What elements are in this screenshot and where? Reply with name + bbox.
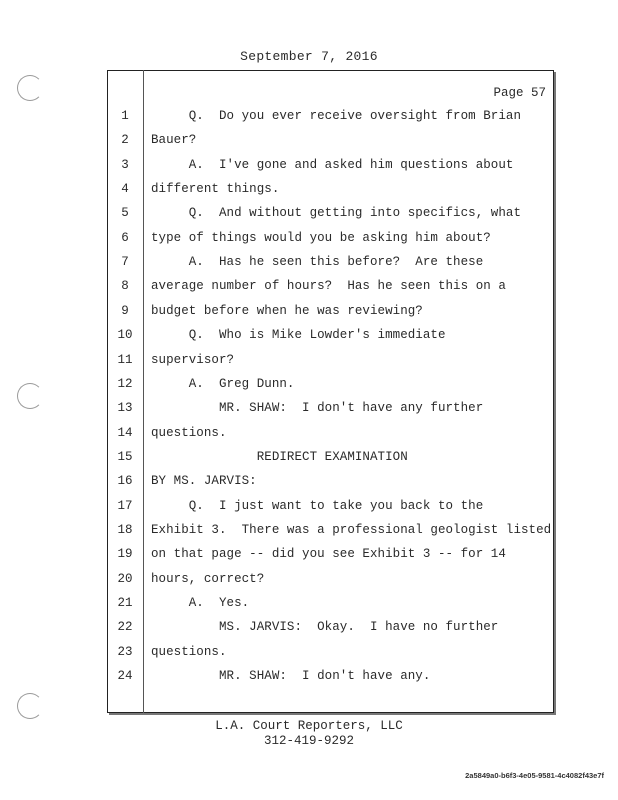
line-number: 13 (117, 401, 133, 416)
line-text: questions. (151, 644, 227, 659)
line-number: 10 (117, 328, 133, 343)
line-text: BY MS. JARVIS: (151, 474, 257, 489)
deposition-date: September 7, 2016 (240, 49, 378, 64)
line-text: Q. And without getting into specifics, what (151, 206, 522, 221)
line-text: type of things would you be asking him about? (151, 230, 491, 245)
line-number: 22 (117, 620, 133, 635)
line-number: 18 (117, 522, 133, 537)
line-text: MR. SHAW: I don't have any. (151, 669, 431, 684)
line-text: supervisor? (151, 352, 235, 367)
line-number: 15 (117, 449, 133, 464)
line-text: Q. Do you ever receive oversight from Brian (151, 109, 522, 123)
transcript-line (107, 279, 552, 303)
line-number: 6 (121, 230, 129, 245)
transcript-line (107, 474, 552, 498)
line-number: 14 (117, 425, 133, 440)
punch-hole (17, 383, 43, 409)
transcript-line (107, 133, 552, 157)
punch-hole (17, 75, 43, 101)
line-text: A. Greg Dunn. (151, 376, 295, 391)
transcript-line (107, 669, 552, 693)
line-number: 3 (121, 157, 129, 172)
transcript-line (107, 304, 552, 328)
line-text: different things. (151, 182, 280, 197)
transcript-line (107, 450, 552, 474)
line-text: A. Yes. (151, 596, 250, 610)
line-number: 19 (117, 547, 133, 562)
transcript-line (107, 206, 552, 230)
transcript-line (107, 182, 552, 206)
line-text: A. I've gone and asked him questions about (151, 157, 514, 172)
transcript-line (107, 377, 552, 401)
reporter-phone: 312-419-9292 (263, 734, 354, 748)
line-number: 20 (117, 571, 133, 586)
line-text: Q. Who is Mike Lowder's immediate (151, 328, 446, 343)
transcript-line (107, 401, 552, 425)
line-text: MS. JARVIS: Okay. I have no further (151, 620, 499, 635)
line-number: 17 (117, 498, 133, 513)
line-number: 23 (117, 644, 133, 659)
document-id: 2a5849a0-b6f3-4e05-9581-4c4082f43e7f (465, 771, 604, 780)
transcript-line (107, 547, 552, 571)
transcript-line (107, 572, 552, 596)
line-text: questions. (151, 425, 227, 440)
transcript-line (107, 158, 552, 182)
transcript-line (107, 426, 552, 450)
page-number: Page 57 (493, 86, 546, 100)
line-text: on that page -- did you see Exhibit 3 -- for 14 (151, 547, 506, 562)
line-text: average number of hours? Has he seen this on a (151, 279, 506, 294)
line-number: 11 (117, 352, 133, 367)
line-number: 16 (117, 474, 133, 489)
line-number: 9 (121, 303, 129, 318)
line-text: REDIRECT EXAMINATION (151, 449, 408, 464)
line-number: 2 (121, 133, 129, 148)
transcript-line (107, 499, 552, 523)
transcript-line (107, 645, 552, 669)
line-text: Q. I just want to take you back to the (151, 498, 484, 513)
line-number: 21 (117, 596, 133, 610)
line-text: Exhibit 3. There was a professional geologist listed (151, 522, 552, 537)
transcript-line (107, 523, 552, 547)
line-text: budget before when he was reviewing? (151, 303, 423, 318)
transcript-line (107, 620, 552, 644)
line-number: 7 (121, 255, 129, 270)
line-text: MR. SHAW: I don't have any further (151, 401, 484, 416)
line-number: 12 (117, 376, 133, 391)
transcript-line (107, 109, 552, 133)
transcript-line (107, 353, 552, 377)
transcript-line (107, 231, 552, 255)
transcript-line (107, 596, 552, 620)
line-text: A. Has he seen this before? Are these (151, 255, 484, 270)
punch-hole (17, 693, 43, 719)
line-number: 4 (121, 182, 129, 197)
reporter-company: L.A. Court Reporters, LLC (215, 719, 403, 733)
line-number: 5 (121, 206, 129, 221)
transcript-line (107, 328, 552, 352)
transcript-line (107, 255, 552, 279)
line-text: hours, correct? (151, 571, 265, 586)
line-number: 24 (117, 669, 133, 684)
line-number: 8 (121, 279, 129, 294)
line-number: 1 (121, 109, 129, 123)
line-text: Bauer? (151, 133, 197, 148)
